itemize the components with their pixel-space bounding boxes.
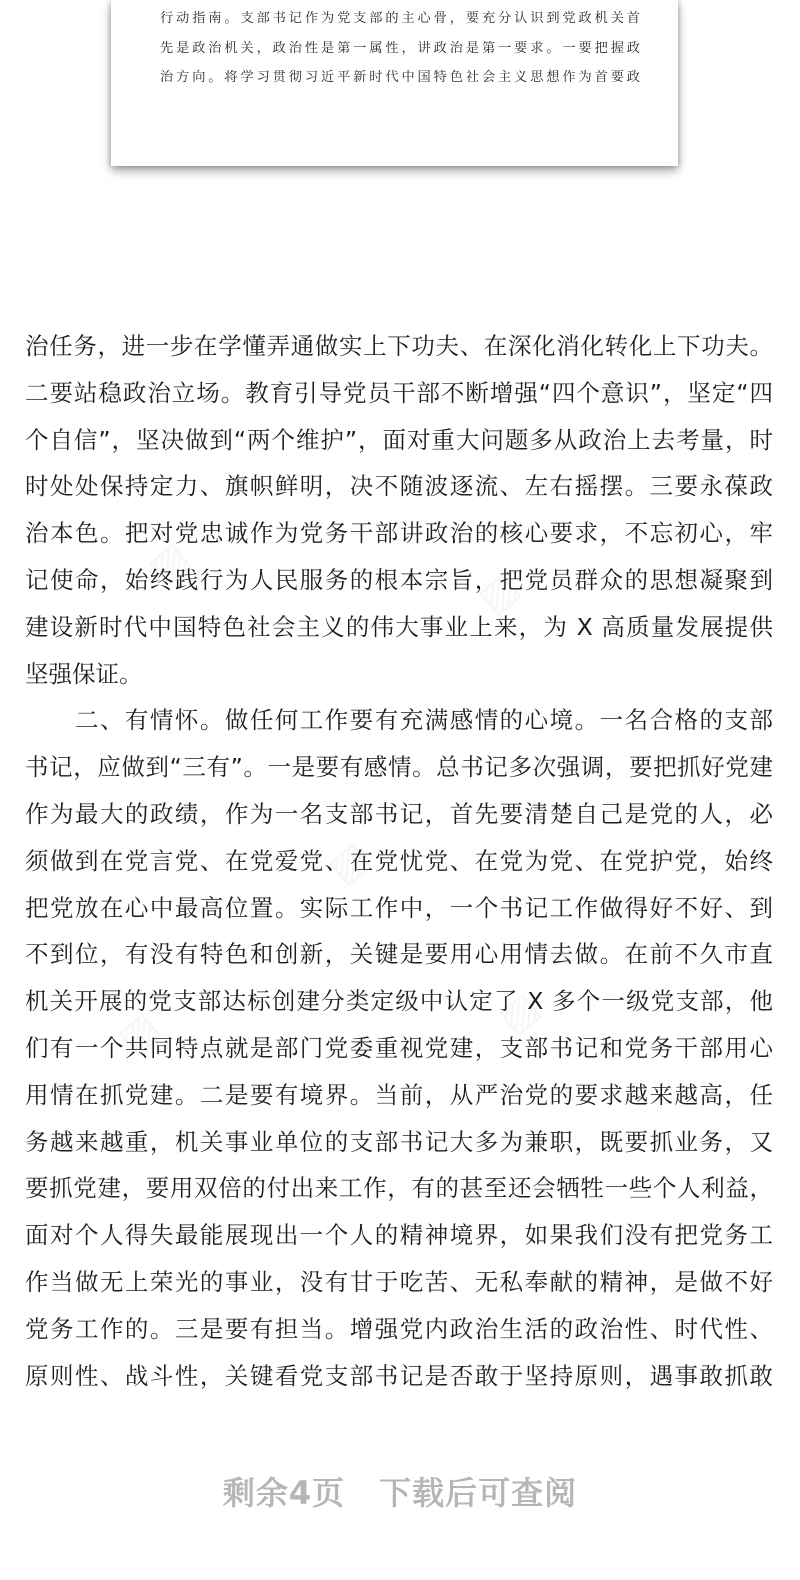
body-line: 务越来越重，机关事业单位的支部书记大多为兼职，既要抓业务，又 [25, 1127, 773, 1156]
body-line: 建设新时代中国特色社会主义的伟大事业上来，为 X 高质量发展提供 [25, 612, 773, 641]
body-line: 作为最大的政绩，作为一名支部书记，首先要清楚自己是党的人，必 [25, 799, 773, 828]
body-line: 原则性、战斗性，关键看党支部书记是否敢于坚持原则，遇事敢抓敢 [25, 1361, 773, 1390]
body-line: 须做到在党言党、在党爱党、在党忧党、在党为党、在党护党，始终 [25, 846, 773, 875]
preview-line: 先是政治机关，政治性是第一属性，讲政治是第一要求。一要把握政 [160, 40, 640, 56]
body-line: 作当做无上荣光的事业，没有甘于吃苦、无私奉献的精神，是做不好 [25, 1267, 773, 1296]
preview-paragraph [160, 4, 640, 93]
download-to-view-label[interactable]: 下载后可查阅 [379, 1474, 578, 1512]
preview-line: 治方向。将学习贯彻习近平新时代中国特色社会主义思想作为首要政 [160, 70, 640, 85]
body-line: 要抓党建，要用双倍的付出来工作，有的甚至还会牺牲一些个人利益， [25, 1174, 773, 1203]
previous-page-preview [111, 0, 678, 166]
body-line: 用情在抓党建。二是要有境界。当前，从严治党的要求越来越高，任 [25, 1080, 773, 1109]
body-line: 机关开展的党支部达标创建分类定级中认定了 X 多个一级党支部，他 [25, 987, 773, 1016]
body-line: 面对个人得失最能展现出一个人的精神境界，如果我们没有把党务工 [25, 1221, 773, 1250]
download-prompt[interactable] [0, 1468, 800, 1514]
body-line: 治任务，进一步在学懂弄通做实上下功夫、在深化消化转化上下功夫。 [25, 332, 773, 360]
body-line: 治本色。把对党忠诚作为党务干部讲政治的核心要求，不忘初心，牢 [25, 519, 773, 548]
body-line: 不到位，有没有特色和创新，关键是要用心用情去做。在前不久市直 [25, 940, 773, 969]
preview-line: 行动指南。支部书记作为党支部的主心骨，要充分认识到党政机关首 [160, 11, 640, 26]
body-line: 记使命，始终践行为人民服务的根本宗旨，把党员群众的思想凝聚到 [25, 565, 773, 594]
body-line: 二要站稳政治立场。教育引导党员干部不断增强“四个意识”，坚定“四 [25, 378, 773, 407]
body-line: 把党放在心中最高位置。实际工作中，一个书记工作做得好不好、到 [25, 893, 773, 922]
document-body [25, 323, 773, 1399]
remaining-pages-label: 剩余4页 [222, 1474, 346, 1512]
body-line: 党务工作的。三是要有担当。增强党内政治生活的政治性、时代性、 [25, 1314, 773, 1343]
body-line: 们有一个共同特点就是部门党委重视党建，支部书记和党务干部用心 [25, 1033, 773, 1062]
body-line: 坚强保证。 [25, 659, 143, 688]
body-line: 书记，应做到“三有”。一是要有感情。总书记多次强调，要把抓好党建 [25, 753, 773, 782]
body-line: 时处处保持定力、旗帜鲜明，决不随波逐流、左右摇摆。三要永葆政 [25, 472, 773, 501]
body-line: 个自信”，坚决做到“两个维护”，面对重大问题多从政治上去考量，时 [25, 425, 773, 454]
body-line: 二、有情怀。做任何工作要有充满感情的心境。一名合格的支部 [25, 706, 773, 735]
